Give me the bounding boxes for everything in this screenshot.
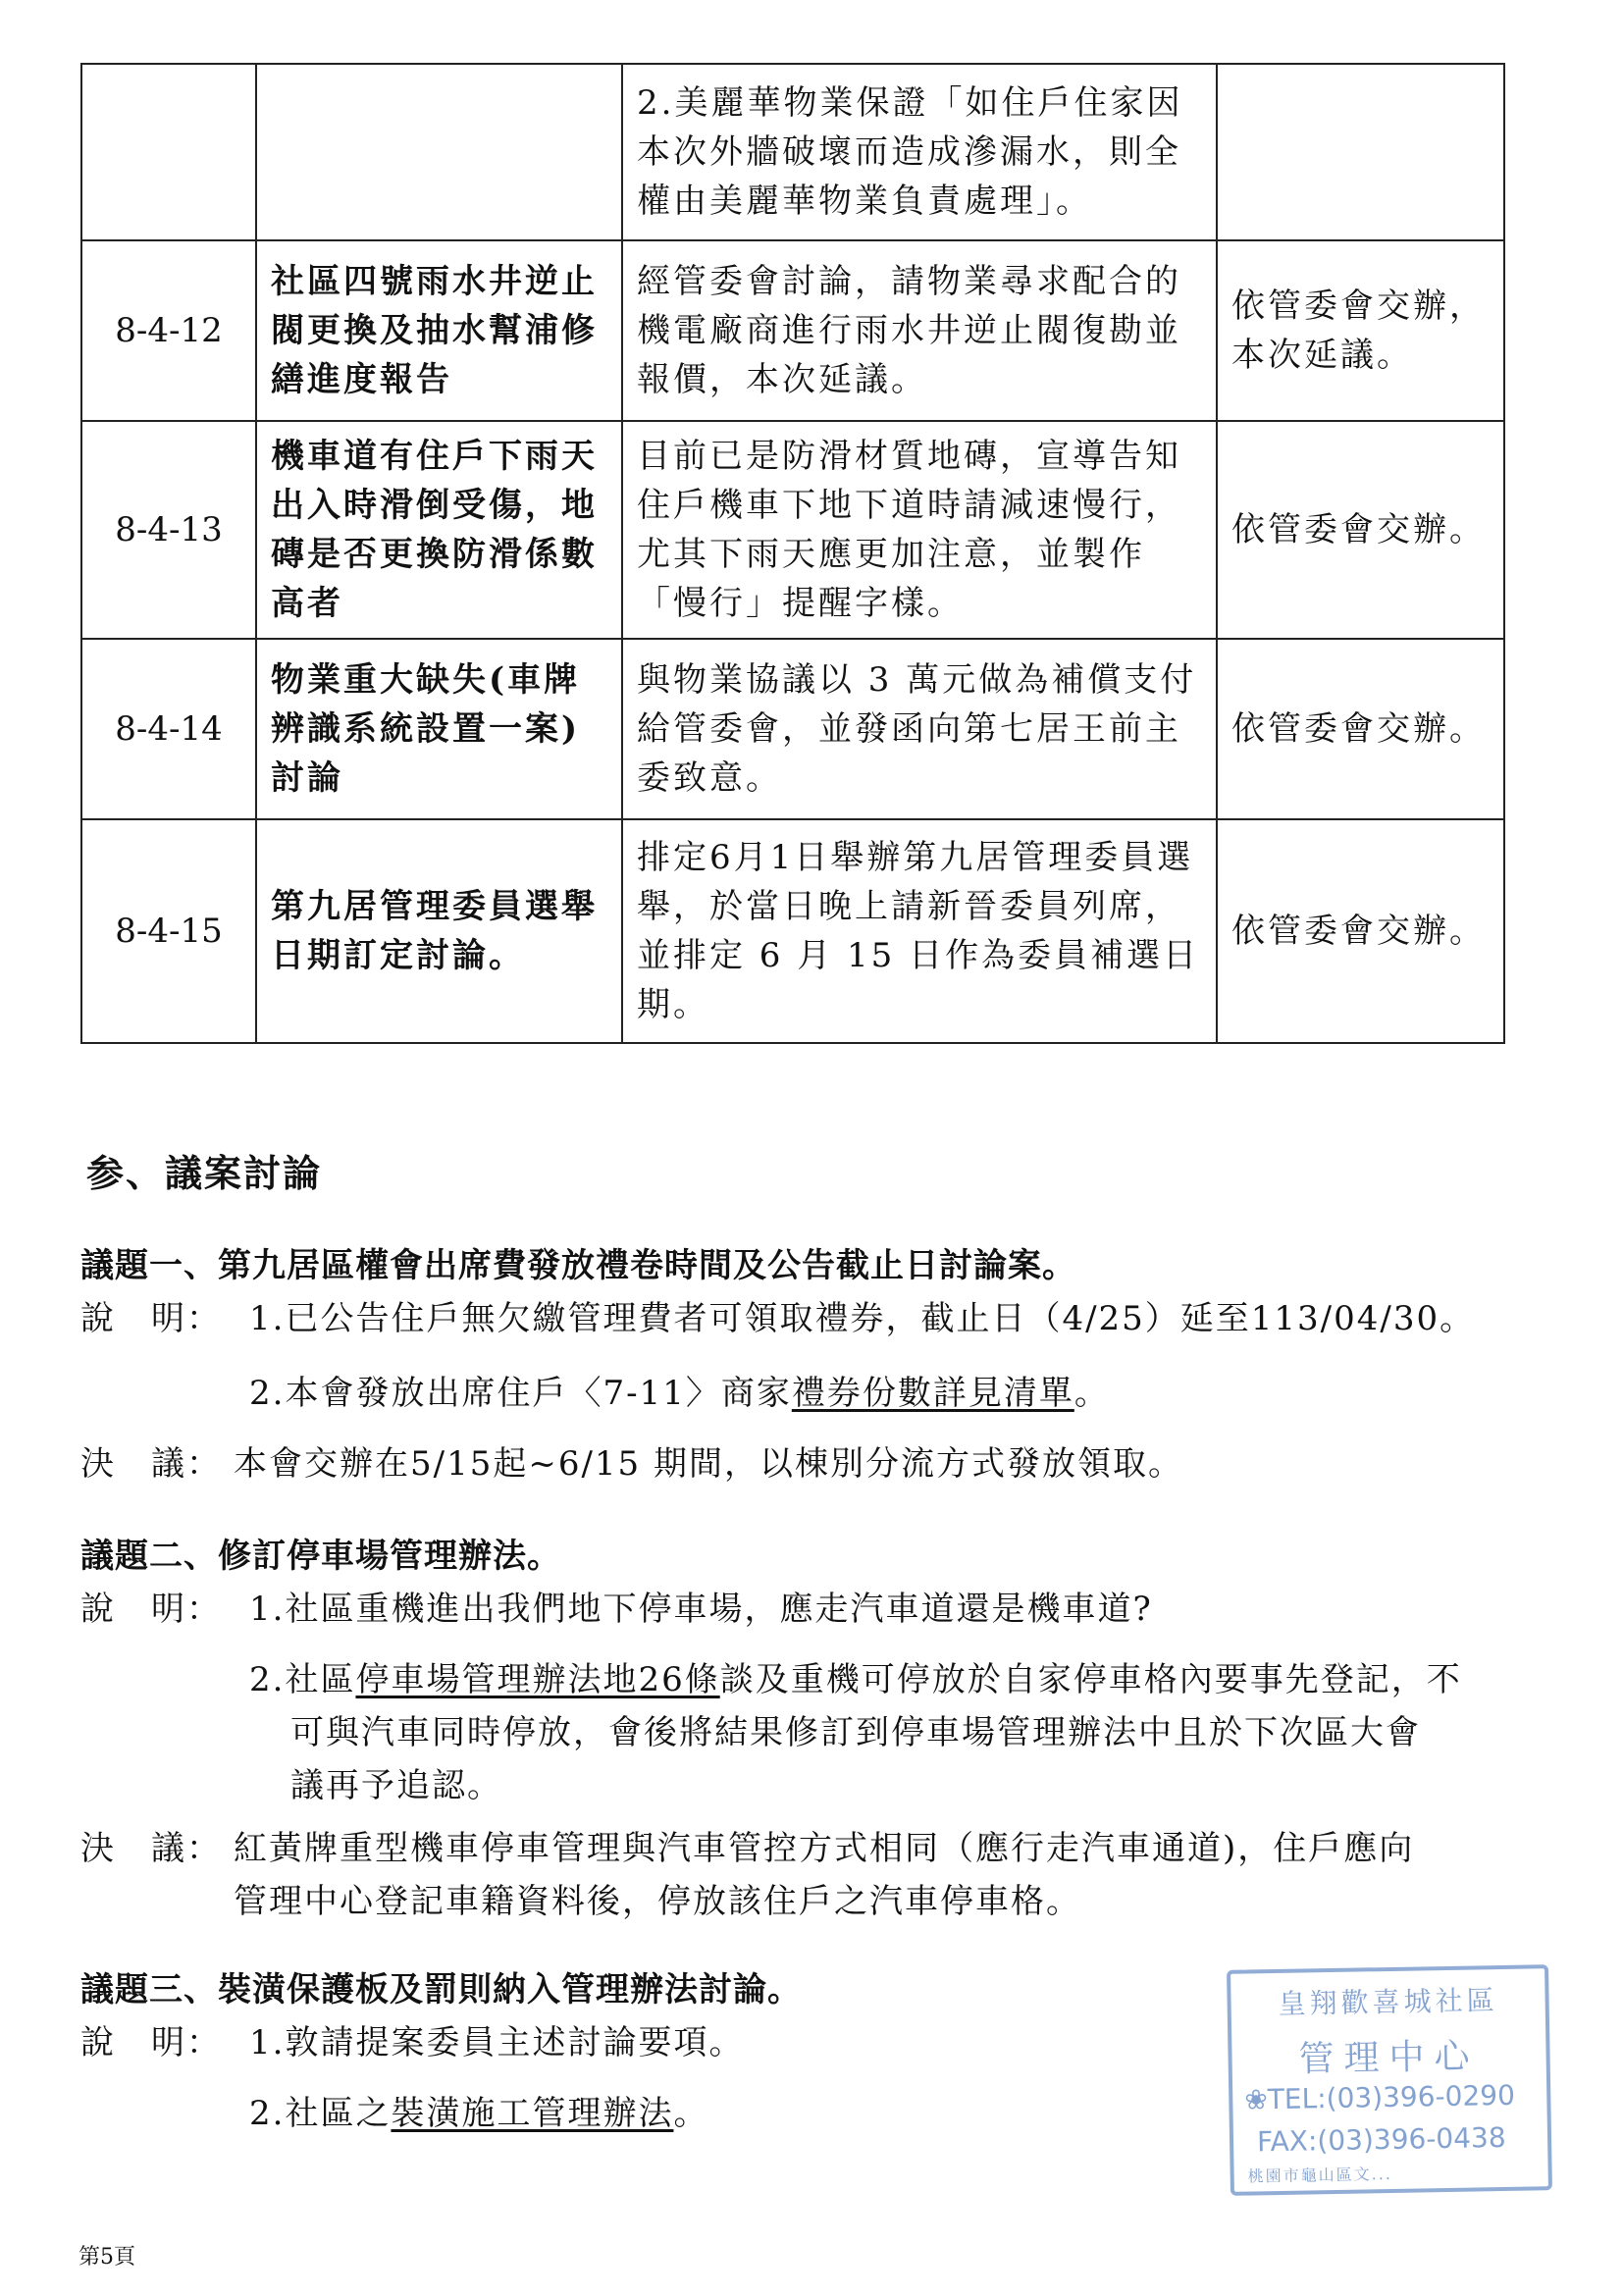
item-resolution: 與物業協議以 3 萬元做為補償支付給管委會，並發函向第七居王前主委致意。 <box>622 639 1217 819</box>
issue-3-explain-2-link: 裝潢施工管理辦法 <box>391 2094 674 2133</box>
issue-2-explain-2 <box>249 1652 1462 1700</box>
issue-2-explain-2-post: 談及重機可停放於自家停車格內要事先登記，不 <box>719 1660 1462 1699</box>
issue-2-explain-2-link: 停車場管理辦法地26條 <box>355 1660 720 1699</box>
issue-3-title: 議題三、裝潢保護板及罰則納入管理辦法討論。 <box>80 1970 802 2009</box>
item-id <box>81 64 256 240</box>
table-row <box>81 421 1504 639</box>
item-resolution: 排定6月1日舉辦第九居管理委員選舉，於當日晚上請新晉委員列席，並排定 6 月 15 日作為委員補選日期。 <box>622 819 1217 1043</box>
item-action: 依管委會交辦。 <box>1217 819 1504 1043</box>
table-row <box>81 64 1504 240</box>
item-id: 8-4-14 <box>81 639 256 819</box>
issue-1-explain-label: 說 明： <box>80 1299 222 1338</box>
stamp-address: 桃園市龜山區文... <box>1247 2164 1393 2186</box>
issue-1-explain-1: 1.已公告住戶無欠繳管理費者可領取禮券，截止日（4/25）延至113/04/30。 <box>249 1299 1476 1338</box>
minutes-table <box>80 63 1505 1044</box>
issue-1-resolve: 本會交辦在5/15起~6/15 期間，以棟別分流方式發放領取。 <box>234 1444 1183 1484</box>
issue-2-explain-2-line3: 議再予追認。 <box>290 1766 502 1805</box>
community-stamp <box>1227 1964 1552 2196</box>
stamp-tel: ❀TEL:(03)396-0290 <box>1244 2078 1516 2116</box>
issue-2-resolve-line2: 管理中心登記車籍資料後，停放該住戶之汽車停車格。 <box>234 1882 1081 1921</box>
issue-2-explain-2-pre: 2.社區 <box>249 1660 356 1699</box>
issue-1-explain-2-link: 禮券份數詳見清單 <box>791 1374 1074 1413</box>
issue-2-explain-2-line2: 可與汽車同時停放，會後將結果修訂到停車場管理辦法中且於下次區大會 <box>290 1713 1421 1752</box>
item-topic: 機車道有住戶下雨天出入時滑倒受傷，地磚是否更換防滑係數高者 <box>256 421 622 639</box>
flower-icon: ❀ <box>1244 2083 1269 2116</box>
issue-3-explain-2 <box>249 2086 708 2134</box>
issue-1-explain-2-pre: 2.本會發放出席住戶〈7-11〉商家 <box>249 1374 792 1413</box>
issue-1-title: 議題一、第九居區權會出席費發放禮卷時間及公告截止日討論案。 <box>80 1246 1076 1285</box>
item-topic: 第九居管理委員選舉日期訂定討論。 <box>256 819 622 1043</box>
stamp-center: 管理中心 <box>1298 2036 1480 2080</box>
issue-2-resolve-line1: 紅黃牌重型機車停車管理與汽車管控方式相同（應行走汽車通道)，住戶應向 <box>234 1829 1415 1868</box>
item-topic <box>256 64 622 240</box>
stamp-fax: FAX:(03)396-0438 <box>1256 2120 1506 2159</box>
issue-2-explain-1: 1.社區重機進出我們地下停車場，應走汽車道還是機車道? <box>249 1590 1153 1629</box>
item-topic: 物業重大缺失(車牌辨識系統設置一案)討論 <box>256 639 622 819</box>
item-action: 依管委會交辦。 <box>1217 421 1504 639</box>
item-id: 8-4-15 <box>81 819 256 1043</box>
issue-3-explain-2-post: 。 <box>673 2094 709 2133</box>
section-title: 参、議案討論 <box>86 1151 323 1195</box>
item-resolution: 目前已是防滑材質地磚，宣導告知住戶機車下地下道時請減速慢行，尤其下雨天應更加注意，並製作「慢行」提醒字樣。 <box>622 421 1217 639</box>
page-number: 第5頁 <box>79 2245 135 2270</box>
item-action: 依管委會交辦，本次延議。 <box>1217 240 1504 421</box>
table-row <box>81 819 1504 1043</box>
item-id: 8-4-13 <box>81 421 256 639</box>
item-action <box>1217 64 1504 240</box>
item-topic: 社區四號雨水井逆止閥更換及抽水幫浦修繕進度報告 <box>256 240 622 421</box>
table-row <box>81 639 1504 819</box>
issue-2-title: 議題二、修訂停車場管理辦法。 <box>80 1537 561 1576</box>
item-id: 8-4-12 <box>81 240 256 421</box>
issue-1-explain-2-post: 。 <box>1073 1374 1110 1413</box>
item-resolution: 經管委會討論，請物業尋求配合的機電廠商進行雨水井逆止閥復勘並報價，本次延議。 <box>622 240 1217 421</box>
issue-2-explain-label: 說 明： <box>80 1590 222 1629</box>
table-row <box>81 240 1504 421</box>
issue-3-explain-label: 說 明： <box>80 2023 222 2062</box>
issue-2-resolve-label: 決 議： <box>80 1829 222 1868</box>
issue-1-explain-2 <box>249 1366 1110 1414</box>
issue-1-resolve-label: 決 議： <box>80 1444 222 1484</box>
item-action: 依管委會交辦。 <box>1217 639 1504 819</box>
issue-3-explain-1: 1.敦請提案委員主述討論要項。 <box>249 2023 745 2062</box>
issue-3-explain-2-pre: 2.社區之 <box>249 2094 392 2133</box>
item-resolution: 2.美麗華物業保證「如住戶住家因本次外牆破壞而造成滲漏水，則全權由美麗華物業負責處理」。 <box>622 64 1217 240</box>
stamp-community-name: 皇翔歡喜城社區 <box>1278 1984 1498 2020</box>
